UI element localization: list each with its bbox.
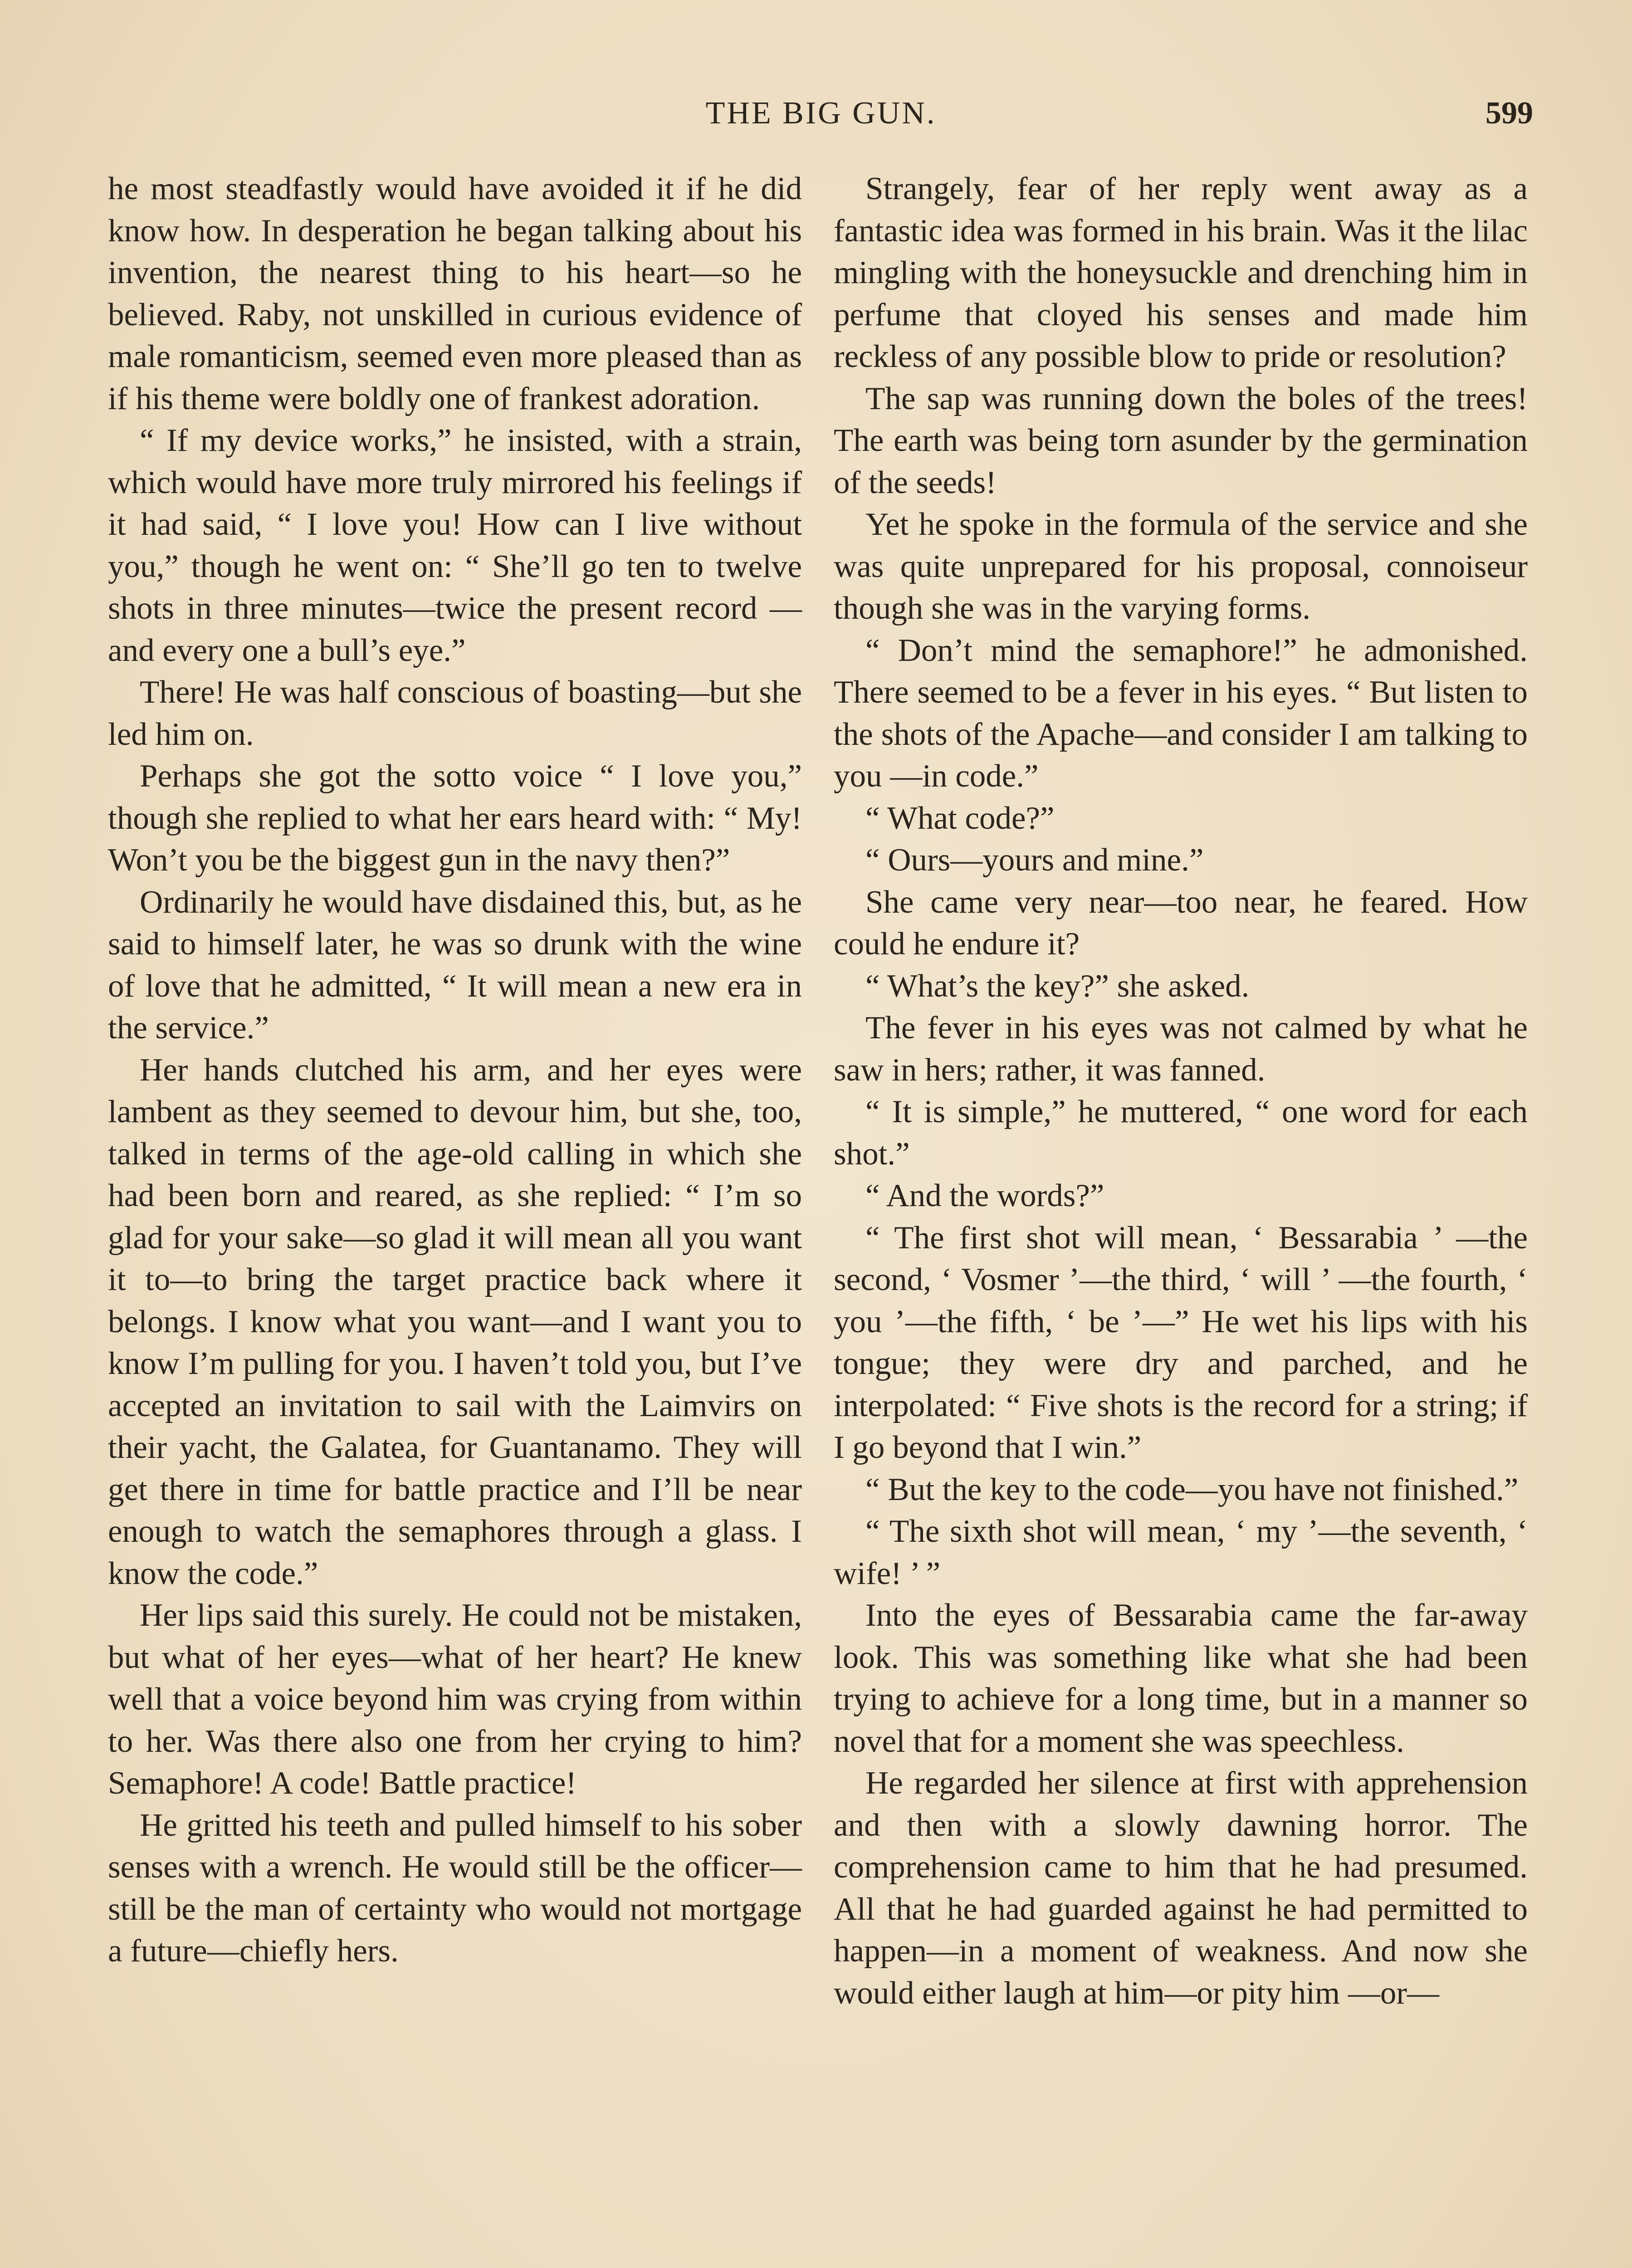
paragraph: “ The first shot will mean, ‘ Bessarabia ’ —the second, ‘ Vosmer ’—the third, ‘ will ’ —the fourth, ‘ you ’—the fifth, ‘ be ’—” He wet his lips with his tongue; they were dry and parched, and he interpolated: “ Five shots is the record for a string; if I go beyond that I win.” (834, 1220, 1528, 1465)
paragraph: “ It is simple,” he muttered, “ one word for each shot.” (834, 1094, 1528, 1172)
paragraph: “ If my device works,” he insisted, with a strain, which would have more truly mirrored his feelings if it had said, “ I love you! How can I live without you,” though he went on: “ She’ll go ten to twelve shots in three minutes—twice the present record —and every one a bull’s eye.” (108, 423, 802, 668)
paragraph: “ The sixth shot will mean, ‘ my ’—the seventh, ‘ wife! ’ ” (834, 1514, 1528, 1591)
paragraph: “ And the words?” (865, 1178, 1104, 1213)
running-header (109, 86, 1533, 141)
paragraph: “ Don’t mind the semaphore!” he admonished. There seemed to be a fever in his eyes. “ But listen to the shots of the Apache—and consider I am talking to you —in code.” (834, 632, 1528, 794)
paragraph: Into the eyes of Bessarabia came the far-away look. This was something like what she had been trying to achieve for a long time, but in a manner so novel that for a moment she was speechless. (834, 1598, 1528, 1759)
paragraph: Yet he spoke in the formula of the service and she was quite unprepared for his proposal, connoiseur though she was in the varying forms. (834, 507, 1528, 626)
paragraph: He regarded her silence at first with apprehension and then with a slowly dawning horror. The comprehension came to him that he had presumed. All that he had guarded against he had permitted to happen—in a moment of weakness. And now she would either laugh at him—or pity him —or— (834, 1765, 1528, 2011)
paragraph: Perhaps she got the sotto voice “ I love you,” though she replied to what her ears heard with: “ My! Won’t you be the biggest gun in the navy then?” (108, 758, 802, 878)
paragraph: He gritted his teeth and pulled himself to his sober senses with a wrench. He would still be the officer—still be the man of certainty who would not mortgage a future—chiefly hers. (108, 1807, 802, 1969)
paragraph: She came very near—too near, he feared. How could he endure it? (834, 884, 1528, 962)
paragraph: “ But the key to the code—you have not finished.” (865, 1471, 1519, 1507)
paragraph: “ What code?” (865, 800, 1055, 836)
paragraph: The fever in his eyes was not calmed by what he saw in hers; rather, it was fanned. (834, 1010, 1528, 1088)
paragraph: Ordinarily he would have disdained this, but, as he said to himself later, he was so drunk with the wine of love that he admitted, “ It will mean a new era in the service.” (108, 884, 802, 1046)
paragraph: Strangely, fear of her reply went away as a fantastic idea was formed in his brain. Was it the lilac mingling with the honeysuckle and drenching him in perfume that cloyed his senses and made him reckless of any possible blow to pride or resolution? (834, 171, 1528, 374)
page-title: THE BIG GUN. (705, 96, 937, 131)
paragraph: The sap was running down the boles of the trees! The earth was being torn asunder by the germination of the seeds! (834, 381, 1528, 500)
paragraph: he most steadfastly would have avoided it if he did know how. In desperation he began talking about his invention, the nearest thing to his heart—so he believed. Raby, not unskilled in curious evidence of male romanticism, seemed even more pleased than as if his theme were boldly one of frankest adoration. (108, 171, 802, 416)
paragraph: There! He was half conscious of boasting—but she led him on. (108, 675, 802, 752)
page-number: 599 (1485, 96, 1533, 131)
left-column (108, 168, 802, 1972)
right-column (834, 168, 1528, 2014)
paragraph: “ What’s the key?” she asked. (865, 968, 1250, 1004)
paragraph: “ Ours—yours and mine.” (865, 842, 1204, 878)
paragraph: Her hands clutched his arm, and her eyes were lambent as they seemed to devour him, but she, too, talked in terms of the age-old calling in which she had been born and reared, as she replied: “ I’m so glad for your sake—so glad it will mean all you want it to—to bring the target practice back where it belongs. I know what you want—and I want you to know I’m pulling for you. I haven’t told you, but I’ve accepted an invitation to sail with the Laimvirs on their yacht, the Galatea, for Guantanamo. They will get there in time for battle practice and I’ll be near enough to watch the semaphores through a glass. I know the code.” (108, 1052, 802, 1591)
paragraph: Her lips said this surely. He could not be mistaken, but what of her eyes—what of her heart? He knew well that a voice beyond him was crying from within to her. Was there also one from her crying to him? Semaphore! A code! Battle practice! (108, 1598, 802, 1801)
